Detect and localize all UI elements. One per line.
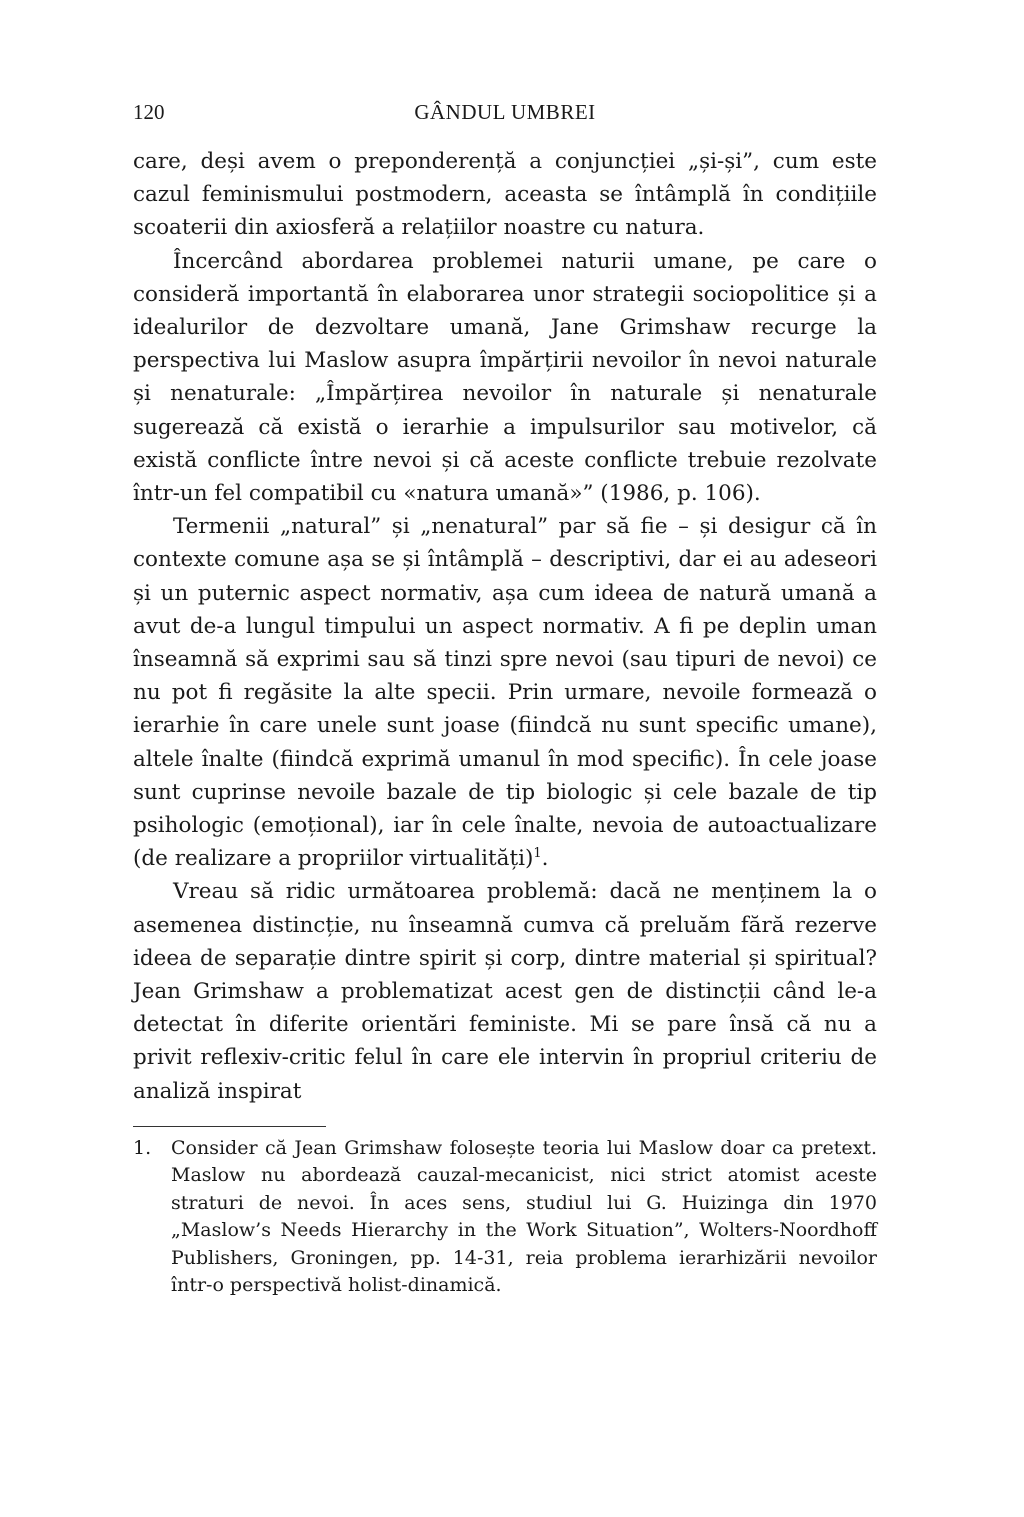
- paragraph-problem: Vreau să ridic următoarea problemă: dacă ne menținem la o asemenea distincție, nu înseamnă cumva că preluăm fără rezerve ideea de separație dintre spirit și corp, dintre material și spiritual? Jean Grimshaw a problematizat acest gen de distincții când le-a detectat în diferite orientări feministe. Mi se pare însă că nu a privit reflexiv-critic felul în care ele intervin în propriul criteriu de analiză inspirat: [133, 879, 877, 1104]
- page-number: 120: [133, 100, 165, 124]
- footnote-divider: [133, 1126, 326, 1127]
- running-title: GÂNDUL UMBREI: [414, 100, 596, 124]
- footnote-number: 1.: [133, 1136, 152, 1159]
- paragraph-natural-terms: [133, 510, 877, 875]
- paragraph-natural-terms-text: Termenii „natural” și „nenatural” par să fie – și desigur că în contexte comune așa se și întâmplă – descriptivi, dar ei au adeseori și un puternic aspect normativ, așa cum ideea de natură umană a avut de-a lungul timpului un aspect normativ. A fi pe deplin uman înseamnă să exprimi sau să tinzi spre nevoi (sau tipuri de nevoi) ce nu pot fi regăsite la alte specii. Prin urmare, nevoile formează o ierarhie în care unele sunt joase (fiindcă nu sunt specific umane), altele înalte (fiindcă exprimă umanul în mod specific). În cele joase sunt cuprinse nevoile bazale de tip biologic și cele bazale de tip psihologic (emoțional), iar în cele înalte, nevoia de autoactualizare (de realizare a propriilor virtualități): [133, 514, 877, 872]
- book-page: [133, 100, 877, 1300]
- footnote-text: Consider că Jean Grimshaw folosește teoria lui Maslow doar ca pretext. Maslow nu abordează cauzal-mecanicist, nici strict atomist aceste straturi de nevoi. În aces sens, studiul lui G. Huizinga din 1970 „Maslow’s Needs Hierarchy in the Work Situation”, Wolters-Noordhoff Publishers, Groningen, pp. 14-31, reia problema ierarhizării nevoilor într-o perspectivă holist-dinamică.: [171, 1136, 877, 1297]
- paragraph-continuation: care, deși avem o preponderență a conjuncției „și-și”, cum este cazul feminismului postmodern, aceasta se întâmplă în condițiile scoaterii din axiosferă a relațiilor noastre cu natura.: [133, 149, 877, 241]
- footnote-reference[interactable]: 1: [533, 846, 542, 862]
- footnote: [133, 1135, 877, 1300]
- page-header: [133, 100, 877, 130]
- paragraph-grimshaw-maslow: Încercând abordarea problemei naturii umane, pe care o consideră importantă în elaborarea unor strategii sociopolitice și a idealurilor de dezvoltare umană, Jane Grimshaw recurge la perspectiva lui Maslow asupra împărțirii nevoilor în nevoi naturale și nenaturale: „Împărțirea nevoilor în naturale și nenaturale sugerează că există o ierarhie a impulsurilor sau motivelor, că există conflicte între nevoi și că aceste conflicte trebuie rezolvate într-un fel compatibil cu «natura umană»” (1986, p. 106).: [133, 248, 877, 507]
- body-text: [133, 145, 877, 1108]
- paragraph-end-period: .: [541, 846, 549, 872]
